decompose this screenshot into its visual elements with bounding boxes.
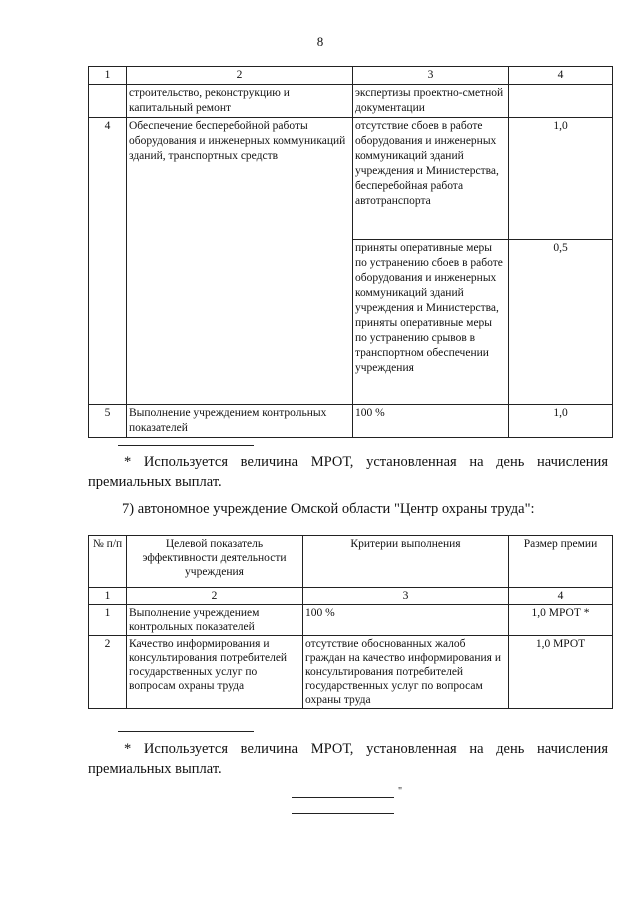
row-number bbox=[89, 85, 127, 118]
amount-cell: 1,0 МРОТ bbox=[509, 636, 613, 709]
criteria-cell: приняты оперативные меры по устранению сбоев в работе оборудования и инженерных коммуникаций зданий учреждения и Министерства, приняты оперативные меры по устранению срывов в транспортном обеспечении учреждения bbox=[353, 240, 509, 405]
amount-cell: 1,0 bbox=[509, 405, 613, 438]
criteria-cell: отсутствие обоснованных жалоб граждан на качество информирования и консультирования потребителей государственных услуг по вопросам охраны труда bbox=[303, 636, 509, 709]
table-row bbox=[89, 405, 613, 438]
criteria-cell: 100 % bbox=[303, 605, 509, 636]
footnote-line: премиальных выплат. bbox=[88, 474, 222, 490]
column-number: 1 bbox=[89, 67, 127, 85]
closing-line bbox=[292, 813, 394, 814]
table-row bbox=[89, 85, 613, 118]
indicator-cell: Выполнение учреждением контрольных показателей bbox=[127, 405, 353, 438]
column-number: 2 bbox=[127, 588, 303, 605]
column-number: 2 bbox=[127, 67, 353, 85]
header-cell: № п/п bbox=[89, 536, 127, 588]
page-number: 8 bbox=[316, 34, 324, 49]
criteria-cell: 100 % bbox=[353, 405, 509, 438]
closing-line bbox=[292, 797, 394, 798]
indicator-cell: строительство, реконструкцию и капитальный ремонт bbox=[127, 85, 353, 118]
closing-quote-mark: " bbox=[398, 786, 403, 797]
column-number: 4 bbox=[509, 67, 613, 85]
performance-table-continued bbox=[88, 66, 613, 438]
amount-cell: 1,0 МРОТ * bbox=[509, 605, 613, 636]
column-number-row bbox=[89, 588, 613, 605]
amount-cell: 0,5 bbox=[509, 240, 613, 405]
footnote-separator bbox=[118, 731, 254, 732]
indicator-cell: Выполнение учреждением контрольных показателей bbox=[127, 605, 303, 636]
table-row bbox=[89, 605, 613, 636]
header-cell: Критерии выполнения bbox=[303, 536, 509, 588]
performance-table-labor-safety bbox=[88, 535, 613, 709]
footnote-line: * Используется величина МРОТ, установленная на день начисления bbox=[124, 741, 608, 757]
footnote bbox=[88, 452, 608, 492]
amount-cell: 1,0 bbox=[509, 118, 613, 240]
footnote-separator bbox=[118, 445, 254, 446]
header-row bbox=[89, 536, 613, 588]
table-row bbox=[89, 118, 613, 240]
footnote-line: премиальных выплат. bbox=[88, 761, 222, 777]
criteria-cell: отсутствие сбоев в работе оборудования и инженерных коммуникаций зданий учреждения и Министерства, бесперебойная работа автотранспорта bbox=[353, 118, 509, 240]
indicator-cell: Обеспечение бесперебойной работы оборудования и инженерных коммуникаций зданий, транспортных средств bbox=[127, 118, 353, 405]
column-number: 3 bbox=[353, 67, 509, 85]
column-number-row bbox=[89, 67, 613, 85]
row-number: 4 bbox=[89, 118, 127, 405]
column-number: 1 bbox=[89, 588, 127, 605]
criteria-cell: экспертизы проектно-сметной документации bbox=[353, 85, 509, 118]
footnote-line: * Используется величина МРОТ, установленная на день начисления bbox=[124, 454, 608, 470]
column-number: 3 bbox=[303, 588, 509, 605]
footnote bbox=[88, 739, 608, 779]
header-cell: Размер премии bbox=[509, 536, 613, 588]
row-number: 5 bbox=[89, 405, 127, 438]
indicator-cell: Качество информирования и консультирования потребителей государственных услуг по вопросам охраны труда bbox=[127, 636, 303, 709]
row-number: 1 bbox=[89, 605, 127, 636]
column-number: 4 bbox=[509, 588, 613, 605]
amount-cell bbox=[509, 85, 613, 118]
header-cell: Целевой показатель эффективности деятельности учреждения bbox=[127, 536, 303, 588]
table-row bbox=[89, 636, 613, 709]
section-heading: 7) автономное учреждение Омской области "Центр охраны труда": bbox=[122, 501, 535, 517]
row-number: 2 bbox=[89, 636, 127, 709]
